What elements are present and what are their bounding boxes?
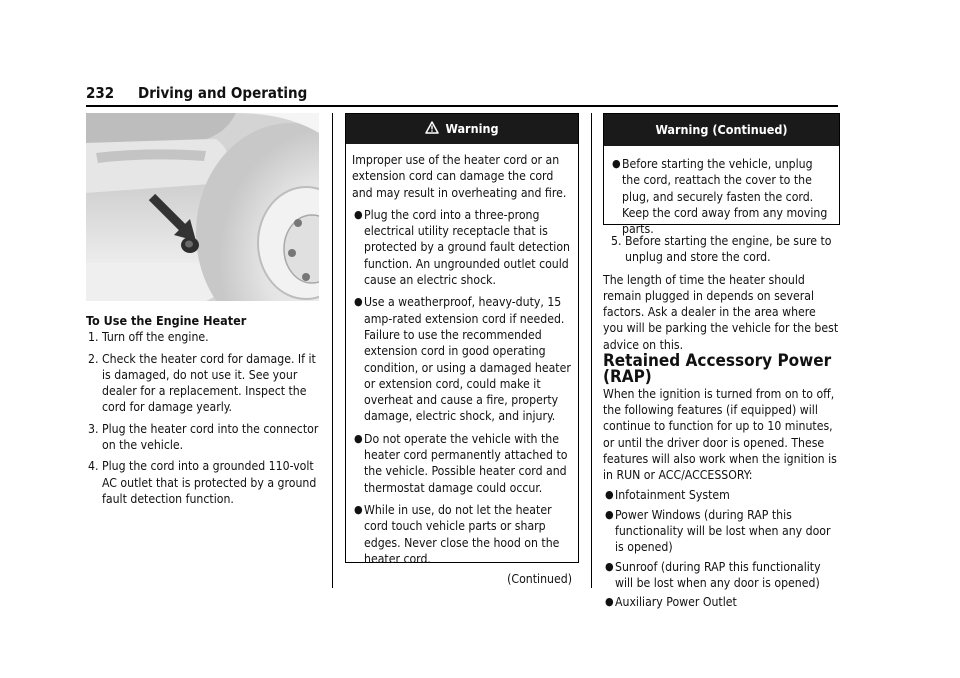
- bullet-icon: ●: [605, 507, 614, 521]
- section-intro: When the ignition is turned from on to off, the following features (if equipped) will continue to function for up to 10 minutes, or until the driver door is opened. These features will also work when the ignition is in RUN or ACC/ACCESSORY:: [603, 386, 837, 483]
- continued-note: (Continued): [507, 572, 572, 587]
- warning-bullets: [352, 207, 572, 567]
- step-list: [86, 329, 322, 507]
- step-text: Before starting the engine, be sure to unplug and store the cord.: [625, 234, 832, 265]
- bullet-text: Power Windows (during RAP this functionality will be lost when any door is opened): [615, 507, 831, 555]
- bullet-icon: ●: [354, 502, 363, 516]
- bullet-text: Plug the cord into a three-prong electrical utility receptacle that is protected by a ground fault detection function. An ungrounded outlet could cause an electric shock.: [364, 207, 570, 288]
- step-number: 1.: [88, 330, 99, 345]
- page-number: 232: [86, 84, 115, 102]
- page-header-title: Driving and Operating: [138, 84, 308, 102]
- list-item: [86, 329, 322, 345]
- body-paragraph: The length of time the heater should remain plugged in depends on several factors. Ask a dealer in the area where you will be parking the vehicle for the best advice on this.: [603, 272, 839, 352]
- warning-title: Warning: [445, 121, 499, 136]
- list-item: [603, 507, 839, 556]
- step-text: Turn off the engine.: [102, 330, 209, 345]
- engine-heater-photo: [86, 113, 319, 301]
- list-item: [603, 559, 839, 592]
- list-item: [603, 233, 839, 266]
- bullet-icon: ●: [605, 559, 614, 573]
- list-item: [610, 156, 833, 237]
- list-item: [603, 487, 839, 503]
- bullet-icon: ●: [354, 295, 363, 309]
- bullet-text: While in use, do not let the heater cord touch vehicle parts or sharp edges. Never close the hood on the heater cord.: [364, 502, 560, 566]
- step-number: 5.: [611, 234, 622, 248]
- warning-icon: [425, 115, 439, 145]
- warning-continued-header: Warning (Continued): [604, 114, 839, 146]
- step-text: Plug the cord into a grounded 110-volt AC outlet that is protected by a ground fault detection function.: [102, 459, 317, 506]
- feature-list: [603, 487, 839, 610]
- bullet-text: Infotainment System: [615, 488, 730, 503]
- bullet-text: Auxiliary Power Outlet: [615, 595, 737, 610]
- bullet-text: Before starting the vehicle, unplug the cord, reattach the cover to the plug, and securely fasten the cord. Keep the cord away from any moving parts.: [622, 157, 828, 237]
- step-text: Check the heater cord for damage. If it is damaged, do not use it. See your dealer for a replacement. Inspect the cord for damage yearly.: [102, 351, 316, 415]
- list-item: [603, 594, 839, 610]
- list-item: [352, 294, 572, 424]
- bullet-text: Sunroof (during RAP this functionality will be lost when any door is opened): [615, 559, 821, 590]
- warning-box: [345, 113, 579, 587]
- step-number: 4.: [88, 459, 99, 474]
- bullet-icon: ●: [605, 595, 614, 609]
- warning-continued-bullets: [610, 156, 833, 237]
- list-item: [86, 351, 322, 416]
- bullet-text: Use a weatherproof, heavy-duty, 15 amp-rated extension cord if needed. Failure to use the recommended extension cord in good operating condition, or using a damaged heater or extension cord, could make it overheat and cause a fire, property damage, electric shock, and injury.: [364, 295, 571, 424]
- bullet-text: Do not operate the vehicle with the heater cord permanently attached to the vehicle. Possible heater cord and thermostat damage could occur.: [364, 431, 568, 495]
- header-rule: [86, 105, 838, 107]
- bullet-icon: ●: [354, 431, 363, 445]
- warning-header: [346, 114, 578, 144]
- bullet-icon: ●: [605, 488, 614, 502]
- step-text: Plug the heater cord into the connector on the vehicle.: [102, 421, 319, 453]
- warning-intro: Improper use of the heater cord or an extension cord can damage the cord and may result in overheating and fire.: [352, 153, 567, 200]
- bullet-icon: ●: [354, 207, 363, 221]
- section-title: Retained Accessory Power (RAP): [603, 351, 832, 388]
- step-list-continued: [603, 233, 839, 266]
- step-number: 3.: [88, 421, 99, 436]
- column-divider-right: [591, 113, 592, 588]
- warning-continued-box: [603, 113, 840, 237]
- list-item: [86, 458, 322, 507]
- column-divider-left: [332, 113, 333, 588]
- list-item: [86, 421, 322, 454]
- list-item: [352, 502, 572, 567]
- list-item: [352, 431, 572, 496]
- list-item: [352, 207, 572, 288]
- subheading: To Use the Engine Heater: [86, 313, 247, 328]
- step-number: 2.: [88, 351, 99, 366]
- bullet-icon: ●: [612, 157, 621, 170]
